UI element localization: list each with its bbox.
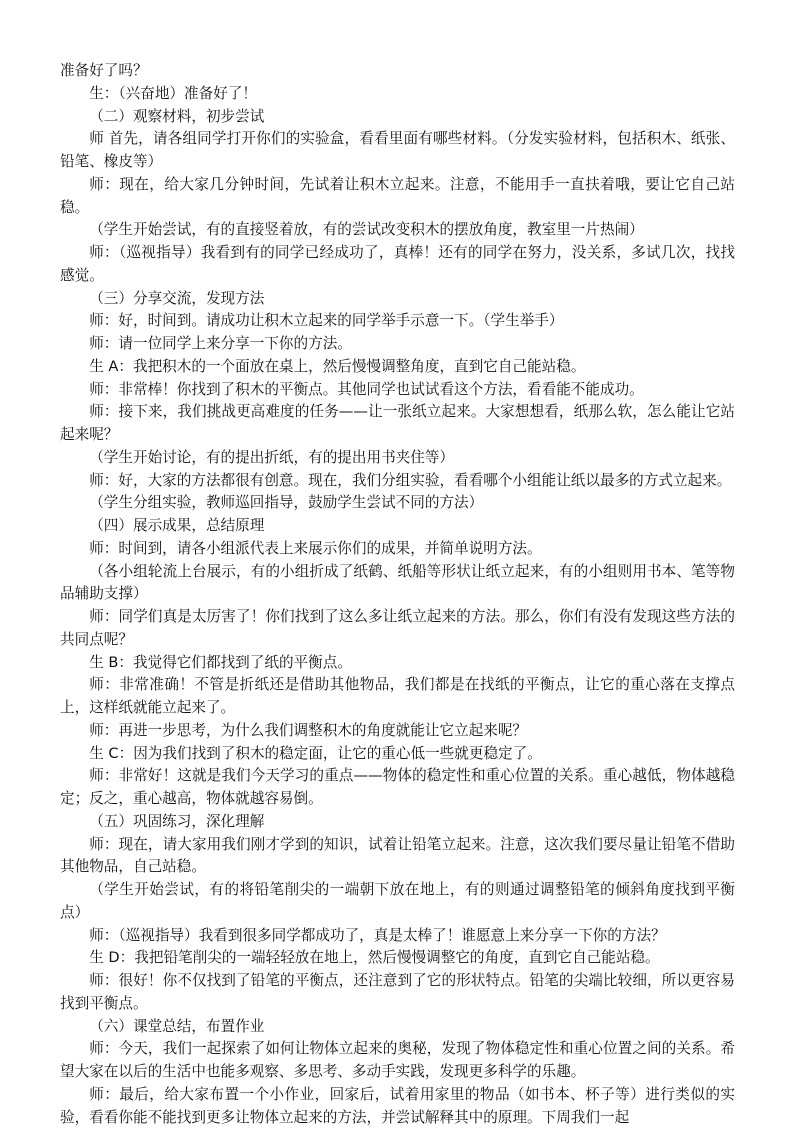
paragraph-dialogue: 生：（兴奋地）准备好了！ — [89, 84, 258, 102]
paragraph-dialogue: 师：非常好！这就是我们今天学习的重点——物体的稳定性和重心位置的关系。重心越低，物体越稳定；反之，重心越高，物体就越容易倒。 — [60, 767, 735, 807]
paragraph-dialogue: 师：（巡视指导）我看到很多同学都成功了，真是太棒了！谁愿意上来分享一下你的方法？ — [89, 926, 666, 944]
paragraph-note: （学生开始尝试，有的直接竖着放，有的尝试改变积木的摆放角度，教室里一片热闹） — [89, 221, 644, 239]
paragraph-note: （学生分组实验，教师巡回指导，鼓励学生尝试不同的方法） — [89, 494, 484, 512]
paragraph-continuation: 准备好了吗？ — [60, 62, 148, 79]
paragraph-dialogue: 生 D：我把铅笔削尖的一端轻轻放在地上，然后慢慢调整它的角度，直到它自己能站稳。 — [89, 949, 660, 967]
paragraph-note: （各小组轮流上台展示，有的小组折成了纸鹤、纸船等形状让纸立起来，有的小组则用书本、笔等物品辅助支撑） — [60, 562, 735, 603]
paragraph-dialogue: 生 C：因为我们找到了积木的稳定面，让它的重心低一些就更稳定了。 — [89, 744, 542, 762]
section-heading: （三）分享交流，发现方法 — [89, 289, 265, 307]
paragraph-dialogue: 师：接下来，我们挑战更高难度的任务——让一张纸立起来。大家想想看，纸那么软，怎么能让它站起来呢？ — [60, 403, 735, 443]
document-page — [60, 60, 735, 1129]
paragraph-dialogue: 师：今天，我们一起探索了如何让物体立起来的奥秘，发现了物体稳定性和重心位置之间的关系。希望大家在以后的生活中也能多观察、多思考、多动手实践，发现更多科学的乐趣。 — [60, 1040, 735, 1080]
section-heading: （五）巩固练习，深化理解 — [89, 812, 265, 830]
paragraph-dialogue: 师：（巡视指导）我看到有的同学已经成功了，真棒！还有的同学在努力，没关系，多试几次，找找感觉。 — [60, 244, 735, 284]
paragraph-dialogue: 师：现在，给大家几分钟时间，先试着让积木立起来。注意，不能用手一直扶着哦，要让它自己站稳。 — [60, 175, 735, 216]
paragraph-dialogue: 生 A：我把积木的一个面放在桌上，然后慢慢调整角度，直到它自己能站稳。 — [89, 357, 586, 375]
paragraph-dialogue: 生 B：我觉得它们都找到了纸的平衡点。 — [89, 653, 352, 671]
paragraph-dialogue: 师：好，时间到。请成功让积木立起来的同学举手示意一下。（学生举手） — [89, 312, 564, 330]
paragraph-dialogue: 师：请一位同学上来分享一下你的方法。 — [89, 335, 352, 352]
paragraph-dialogue: 师：非常准确！不管是折纸还是借助其他物品，我们都是在找纸的平衡点，让它的重心落在支撑点上，这样纸就能立起来了。 — [60, 676, 735, 716]
paragraph-dialogue: 师：再进一步思考，为什么我们调整积木的角度就能让它立起来呢？ — [89, 721, 528, 739]
section-heading: （四）展示成果，总结原理 — [89, 517, 265, 534]
paragraph-note: （学生开始尝试，有的将铅笔削尖的一端朝下放在地上，有的则通过调整铅笔的倾斜角度找到平衡点） — [60, 881, 735, 921]
section-heading: （二）观察材料，初步尝试 — [89, 107, 265, 125]
paragraph-dialogue: 师：非常棒！你找到了积木的平衡点。其他同学也试试看这个方法，看看能不能成功。 — [89, 380, 644, 398]
section-heading: （六）课堂总结，布置作业 — [89, 1017, 265, 1035]
paragraph-dialogue: 师：现在，请大家用我们刚才学到的知识，试着让铅笔立起来。注意，这次我们要尽量让铅笔不借助其他物品，自己站稳。 — [60, 835, 735, 876]
paragraph-dialogue: 师：很好！你不仅找到了铅笔的平衡点，还注意到了它的形状特点。铅笔的尖端比较细，所以更容易找到平衡点。 — [60, 972, 735, 1012]
paragraph-dialogue: 师：同学们真是太厉害了！你们找到了这么多让纸立起来的方法。那么，你们有没有发现这些方法的共同点呢？ — [60, 608, 735, 648]
paragraph-dialogue: 师 首先，请各组同学打开你们的实验盒，看看里面有哪些材料。（分发实验材料，包括积木、纸张、铅笔、橡皮等） — [60, 130, 735, 170]
paragraph-note: （学生开始讨论，有的提出折纸，有的提出用书夹住等） — [89, 448, 455, 466]
paragraph-dialogue: 师：好，大家的方法都很有创意。现在，我们分组实验，看看哪个小组能让纸以最多的方式立起来。 — [89, 471, 732, 489]
paragraph-dialogue: 师：最后，给大家布置一个小作业，回家后，试着用家里的物品（如书本、杯子等）进行类似的实验，看看你能不能找到更多让物体立起来的方法，并尝试解释其中的原理。下周我们一起 — [60, 1085, 735, 1126]
paragraph-dialogue: 师：时间到，请各小组派代表上来展示你们的成果，并简单说明方法。 — [89, 539, 542, 557]
